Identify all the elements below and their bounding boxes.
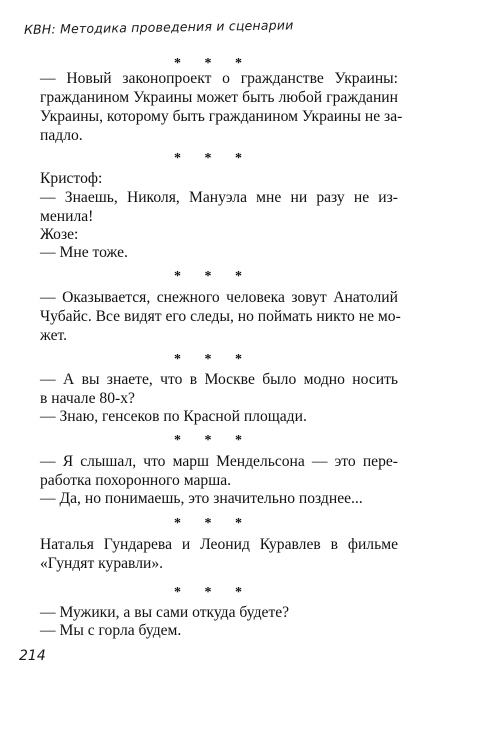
joke-2-line-1: Кристоф: (40, 170, 103, 187)
joke-2-line-4: Жозе: (40, 226, 79, 243)
separator-stars: * * * (174, 516, 252, 531)
joke-5-line-1: — Я слышал, что марш Мендельсона — это пере- (40, 453, 398, 470)
separator-stars: * * * (174, 352, 252, 367)
joke-4-line-3: — Знаю, генсеков по Красной площади. (40, 408, 307, 425)
joke-6-line-1: Наталья Гундарева и Леонид Куравлев в фильме (40, 536, 398, 553)
joke-3-line-3: жет. (40, 327, 68, 344)
joke-6-line-2: «Гундят куравли». (40, 555, 164, 572)
running-header: КВН: Методика проведения и сценарии (23, 17, 294, 37)
joke-7-line-1: — Мужики, а вы сами откуда будете? (40, 604, 290, 621)
joke-1-line-3: Украины, которому быть гражданином Украины не за- (40, 108, 403, 125)
joke-4-line-2: в начале 80-х? (40, 390, 135, 407)
joke-1-line-2: гражданином Украины может быть любой гражданин (40, 89, 398, 106)
joke-4-line-1: — А вы знаете, что в Москве было модно носить (40, 371, 398, 388)
joke-2-line-2: — Знаешь, Николя, Мануэла мне ни разу не из- (40, 189, 398, 206)
separator-stars: * * * (174, 433, 252, 448)
joke-2-line-3: менила! (40, 208, 94, 225)
joke-1-line-1: — Новый законопроект о гражданстве Украины: (40, 70, 398, 87)
joke-5-line-2: работка похоронного марша. (40, 472, 232, 489)
separator-stars: * * * (174, 56, 252, 71)
joke-3-line-1: — Оказывается, снежного человека зовут Анатолий (40, 289, 398, 306)
separator-stars: * * * (174, 585, 252, 600)
separator-stars: * * * (174, 151, 252, 166)
joke-1-line-4: падло. (40, 127, 83, 144)
page-number: 214 (19, 648, 46, 664)
joke-7-line-2: — Мы с горла будем. (40, 622, 182, 639)
separator-stars: * * * (174, 269, 252, 284)
joke-2-line-5: — Мне тоже. (40, 244, 128, 261)
joke-5-line-3: — Да, но понимаешь, это значительно позднее... (40, 490, 363, 507)
joke-3-line-2: Чубайс. Все видят его следы, но поймать никто не мо- (40, 308, 401, 325)
